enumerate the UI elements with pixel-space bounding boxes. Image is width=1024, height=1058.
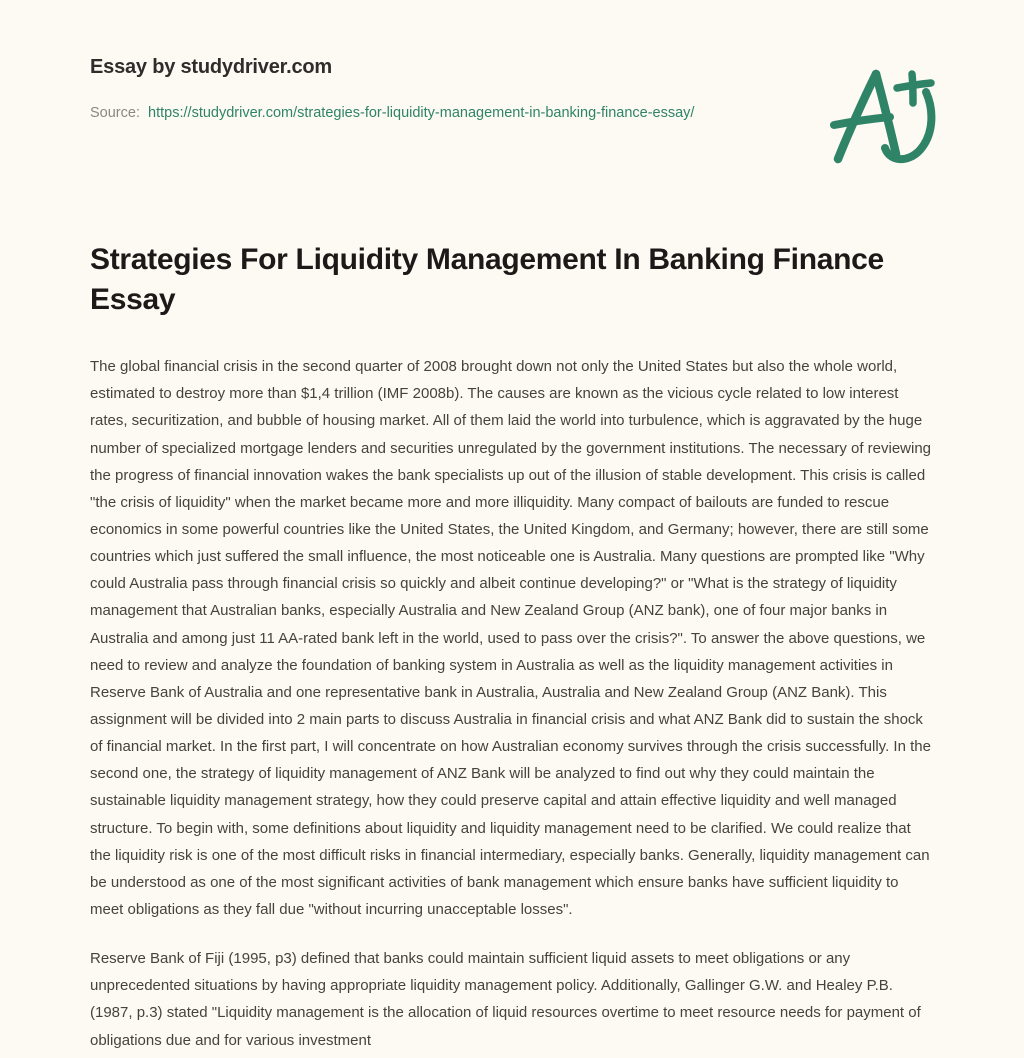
document-body xyxy=(90,353,934,1054)
a-plus-logo-icon xyxy=(828,62,946,167)
page-title: Strategies For Liquidity Management In Banking Finance Essay xyxy=(90,243,884,316)
brand-title: Essay by studydriver.com xyxy=(90,56,332,78)
paragraph: Reserve Bank of Fiji (1995, p3) defined that banks could maintain sufficient liquid assets to meet obligations or any unprecedented situations by having appropriate liquidity management policy. Additionally, Gallinger G.W. and Healey P.B. (1987, p.3) stated "Liquidity management is the allocation of liquid resources overtime to meet resource needs for payment of obligations due and for various investment xyxy=(90,950,921,1049)
document-header xyxy=(0,0,1024,170)
source-line xyxy=(90,101,780,126)
paragraph: The global financial crisis in the second quarter of 2008 brought down not only the United States but also the whole world, estimated to destroy more than $1,4 trillion (IMF 2008b). The causes are known as the vicious cycle related to low interest rates, securitization, and bubble of housing market. All of them laid the world into turbulence, which is aggravated by the huge number of specialized mortgage lenders and securities unregulated by the government institutions. The necessary of reviewing the progress of financial innovation wakes the bank specialists up out of the illusion of stable development. This crisis is called "the crisis of liquidity" when the market became more and more illiquidity. Many compact of bailouts are funded to rescue economics in some powerful countries like the United States, the United Kingdom, and Germany; however, there are still some countries which just suffered the small influence, the most noticeable one is Australia. Many questions are prompted like "Why could Australia pass through financial crisis so quickly and albeit continue developing?" or "What is the strategy of liquidity management that Australian banks, especially Australia and New Zealand Group (ANZ bank), one of four major banks in Australia and among just 11 AA-rated bank left in the world, used to pass over the crisis?". To answer the above questions, we need to review and analyze the foundation of banking system in Australia as well as the liquidity management activities in Reserve Bank of Australia and one representative bank in Australia, Australia and New Zealand Group (ANZ Bank). This assignment will be divided into 2 main parts to discuss Australia in financial crisis and what ANZ Bank did to sustain the shock of financial market. In the first part, I will concentrate on how Australian economy survives through the crisis successfully. In the second one, the strategy of liquidity management of ANZ Bank will be analyzed to find out why they could maintain the sustainable liquidity management strategy, how they could preserve capital and attain effective liquidity and well managed structure. To begin with, some definitions about liquidity and liquidity management need to be clarified. We could realize that the liquidity risk is one of the most difficult risks in financial intermediary, especially banks. Generally, liquidity management can be understood as one of the most significant activities of bank management which ensure banks have sufficient liquidity to meet obligations as they fall due "without incurring unacceptable losses". xyxy=(90,358,932,918)
source-label: Source: xyxy=(90,105,140,121)
source-url-link[interactable]: https://studydriver.com/strategies-for-liquidity-management-in-banking-finance-essay/ xyxy=(148,105,695,121)
